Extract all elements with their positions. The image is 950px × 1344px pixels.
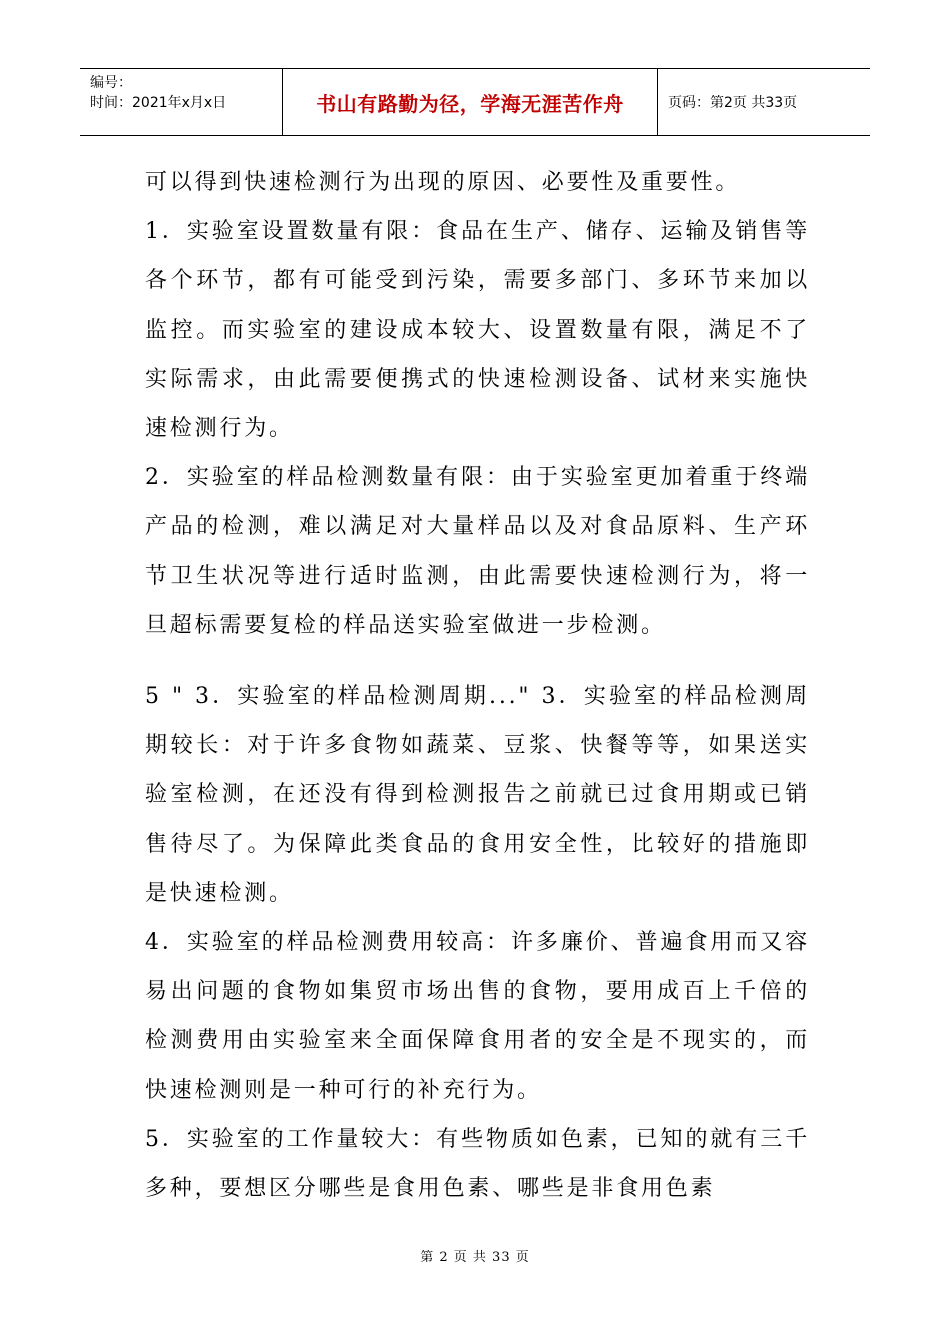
page-header xyxy=(80,68,870,136)
document-body xyxy=(145,158,810,1213)
header-motto: 书山有路勤为径，学海无涯苦作舟 xyxy=(283,69,658,135)
time-label: 时间：2021年x月x日 xyxy=(90,95,227,111)
paragraph-item-4: 4．实验室的样品检测费用较高：许多廉价、普遍食用而又容易出问题的食物如集贸市场出售的食物，要用成百上千倍的检测费用由实验室来全面保障食用者的安全是不现实的，而快速检测则是一种可行的补充行为。 xyxy=(145,930,810,1103)
paragraph-item-1: 1．实验室设置数量有限：食品在生产、储存、运输及销售等各个环节，都有可能受到污染，需要多部门、多环节来加以监控。而实验室的建设成本较大、设置数量有限，满足不了实际需求，由此需要便携式的快速检测设备、试材来实施快速检测行为。 xyxy=(145,219,810,442)
page-footer: 第 2 页 共 33 页 xyxy=(420,1250,530,1265)
paragraph-intro: 可以得到快速检测行为出现的原因、必要性及重要性。 xyxy=(145,170,741,195)
number-label: 编号： xyxy=(90,75,132,91)
header-meta xyxy=(80,69,283,135)
paragraph-item-2: 2．实验室的样品检测数量有限：由于实验室更加着重于终端产品的检测，难以满足对大量样品以及对食品原料、生产环节卫生状况等进行适时监测，由此需要快速检测行为，将一旦超标需要复检的样品送实验室做进一步检测。 xyxy=(145,465,810,638)
paragraph-item-5: 5．实验室的工作量较大：有些物质如色素，已知的就有三千多种，要想区分哪些是食用色素、哪些是非食用色素 xyxy=(145,1126,810,1202)
header-page-info: 页码：第2页 共33页 xyxy=(668,95,798,111)
paragraph-item-3: 5 " 3．实验室的样品检测周期..." 3．实验室的样品检测周期较长：对于许多食物如蔬菜、豆浆、快餐等等，如果送实验室检测，在还没有得到检测报告之前就已过食用期或已销售待尽了。为保障此类食品的食用安全性，比较好的措施即是快速检测。 xyxy=(145,684,810,906)
